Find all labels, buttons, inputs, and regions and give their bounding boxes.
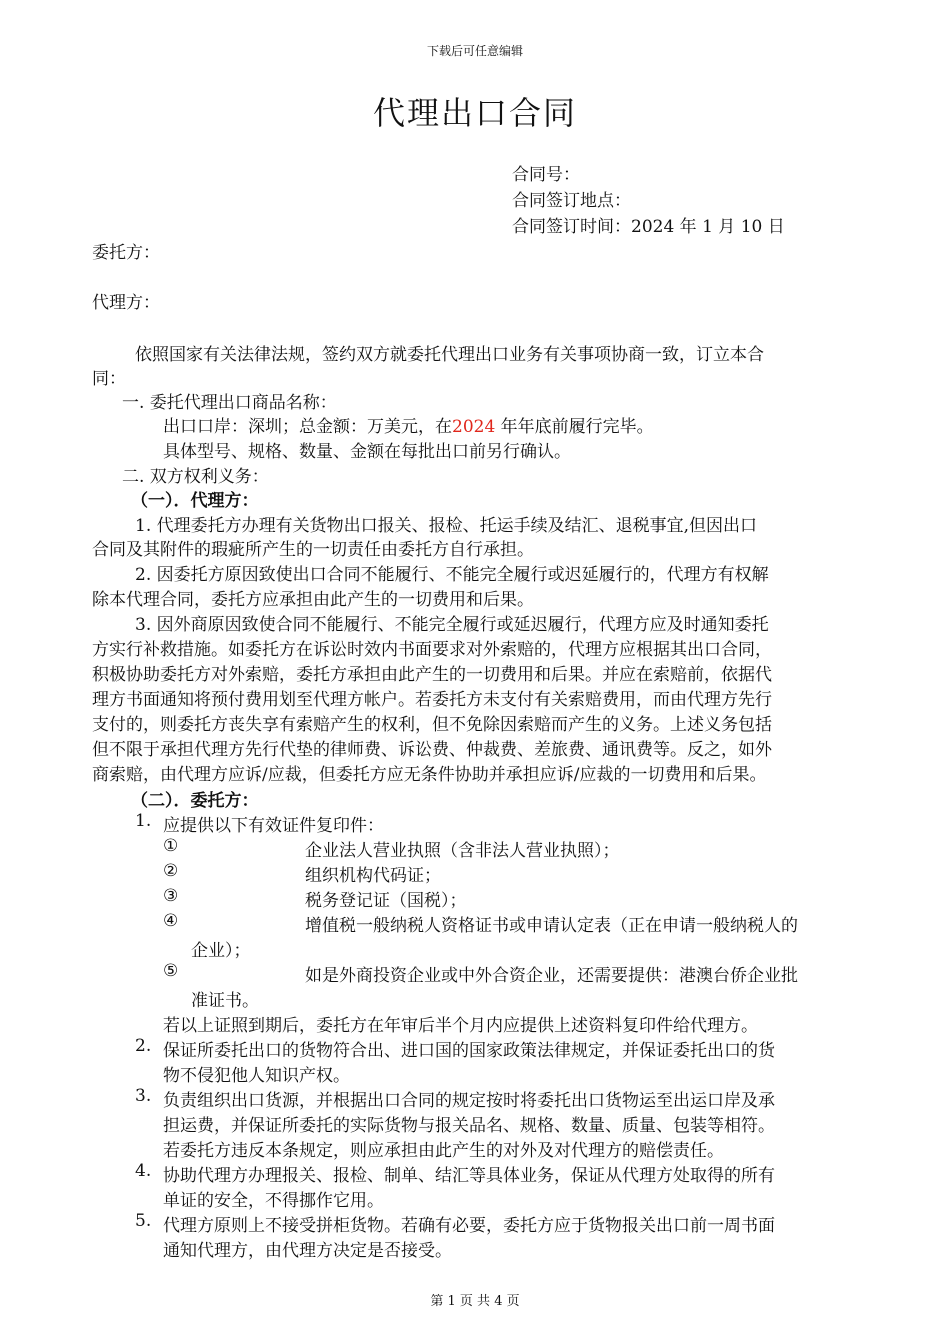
clause-text: 负责组织出口货源，并根据出口合同的规定按时将委托出口货物运至出运口岸及承 bbox=[163, 1091, 775, 1111]
clause-number: 5. bbox=[135, 1211, 152, 1231]
agent-clause-line: 但不限于承担代理方先行代垫的律师费、诉讼费、仲裁费、差旅费、通讯费等。反之，如外 bbox=[92, 740, 772, 760]
clause-number: 2. bbox=[135, 1036, 152, 1056]
clause-text: 通知代理方，由代理方决定是否接受。 bbox=[163, 1241, 452, 1261]
agent-clause-line: 合同及其附件的瑕疵所产生的一切责任由委托方自行承担。 bbox=[92, 540, 534, 560]
page-footer: 第 1 页 共 4 页 bbox=[430, 1294, 520, 1309]
preamble-line: 依照国家有关法律法规，签约双方就委托代理出口业务有关事项协商一致，订立本合 bbox=[135, 345, 764, 365]
agent-clause-line: 除本代理合同，委托方应承担由此产生的一切费用和后果。 bbox=[92, 590, 534, 610]
clause-text: 应提供以下有效证件复印件： bbox=[163, 816, 384, 836]
preamble-line: 同： bbox=[92, 369, 126, 389]
agent-clause-line: 3. 因外商原因致使合同不能履行、不能完全履行或延迟履行，代理方应及时通知委托 bbox=[135, 615, 769, 635]
clause-text: 物不侵犯他人知识产权。 bbox=[163, 1066, 350, 1086]
doc-list-marker: ③ bbox=[163, 886, 179, 906]
clause-text: 保证所委托出口的货物符合出、进口国的国家政策法律规定，并保证委托出口的货 bbox=[163, 1041, 775, 1061]
agent-clause-line: 1. 代理委托方办理有关货物出口报关、报检、托运手续及结汇、退税事宜,但因出口 bbox=[135, 516, 758, 536]
doc-list-item-continued: 企业）； bbox=[191, 941, 251, 961]
doc-list-marker: ② bbox=[163, 861, 179, 881]
clause-number: 3. bbox=[135, 1086, 152, 1106]
doc-list-item-continued: 准证书。 bbox=[191, 991, 259, 1011]
agent-clause-line: 商索赔，由代理方应诉/应裁，但委托方应无条件协助并承担应诉/应裁的一切费用和后果。 bbox=[92, 765, 767, 785]
doc-list-item: 税务登记证（国税）； bbox=[305, 891, 467, 911]
agent-subheading: （一）．代理方： bbox=[131, 491, 259, 511]
agent-clause-line: 理方书面通知将预付费用划至代理方帐户。若委托方未支付有关索赔费用，而由代理方先行 bbox=[92, 690, 772, 710]
doc-list-marker: ④ bbox=[163, 911, 179, 931]
clause-text: 代理方原则上不接受拼柜货物。若确有必要，委托方应于货物报关出口前一周书面 bbox=[163, 1216, 775, 1236]
contract-number: 合同号： bbox=[512, 165, 580, 185]
principal-party: 委托方： bbox=[92, 243, 160, 263]
clause-number: 4. bbox=[135, 1161, 152, 1181]
agent-party: 代理方： bbox=[92, 293, 160, 313]
agent-clause-line: 积极协助委托方对外索赔，委托方承担由此产生的一切费用和后果。并应在索赔前，依据代 bbox=[92, 665, 772, 685]
page-header: 下载后可任意编辑 bbox=[426, 44, 523, 58]
principal-subheading: （二）．委托方： bbox=[131, 791, 259, 811]
doc-list-item: 企业法人营业执照（含非法人营业执照）； bbox=[305, 841, 620, 861]
doc-list-item: 组织机构代码证； bbox=[305, 866, 441, 886]
clause-text: 单证的安全，不得挪作它用。 bbox=[163, 1191, 384, 1211]
agent-clause-line: 方实行补救措施。如委托方在诉讼时效内书面要求对外索赔的，代理方应根据其出口合同， bbox=[92, 640, 772, 660]
port-amount-text: 出口口岸：深圳；总金额：万美元，在 bbox=[163, 417, 452, 437]
doc-list-marker: ⑤ bbox=[163, 961, 179, 981]
contract-time: 合同签订时间：2024 年 1 月 10 日 bbox=[512, 217, 785, 237]
doc-list-item: 增值税一般纳税人资格证书或申请认定表（正在申请一般纳税人的 bbox=[305, 916, 798, 936]
clause-note: 若以上证照到期后，委托方在年审后半个月内应提供上述资料复印件给代理方。 bbox=[163, 1016, 758, 1036]
section-2-heading: 二. 双方权利义务： bbox=[122, 467, 269, 487]
section-1-line: 具体型号、规格、数量、金额在每批出口前另行确认。 bbox=[163, 442, 571, 462]
section-1-line bbox=[163, 412, 654, 437]
deadline-year: 2024 bbox=[452, 417, 496, 437]
section-1-heading: 一. 委托代理出口商品名称： bbox=[122, 393, 337, 413]
agent-clause-line: 支付的，则委托方丧失享有索赔产生的权利，但不免除因索赔而产生的义务。上述义务包括 bbox=[92, 715, 772, 735]
clause-number: 1. bbox=[135, 811, 152, 831]
document-title: 代理出口合同 bbox=[372, 94, 577, 132]
clause-text: 担运费，并保证所委托的实际货物与报关品名、规格、数量、质量、包装等相符。 bbox=[163, 1116, 775, 1136]
doc-list-marker: ① bbox=[163, 836, 179, 856]
deadline-text: 年年底前履行完毕。 bbox=[495, 417, 654, 437]
contract-place: 合同签订地点： bbox=[512, 191, 631, 211]
doc-list-item: 如是外商投资企业或中外合资企业，还需要提供：港澳台侨企业批 bbox=[305, 966, 798, 986]
clause-text: 协助代理方办理报关、报检、制单、结汇等具体业务，保证从代理方处取得的所有 bbox=[163, 1166, 775, 1186]
clause-text: 若委托方违反本条规定，则应承担由此产生的对外及对代理方的赔偿责任。 bbox=[163, 1141, 724, 1161]
agent-clause-line: 2. 因委托方原因致使出口合同不能履行、不能完全履行或迟延履行的，代理方有权解 bbox=[135, 565, 769, 585]
